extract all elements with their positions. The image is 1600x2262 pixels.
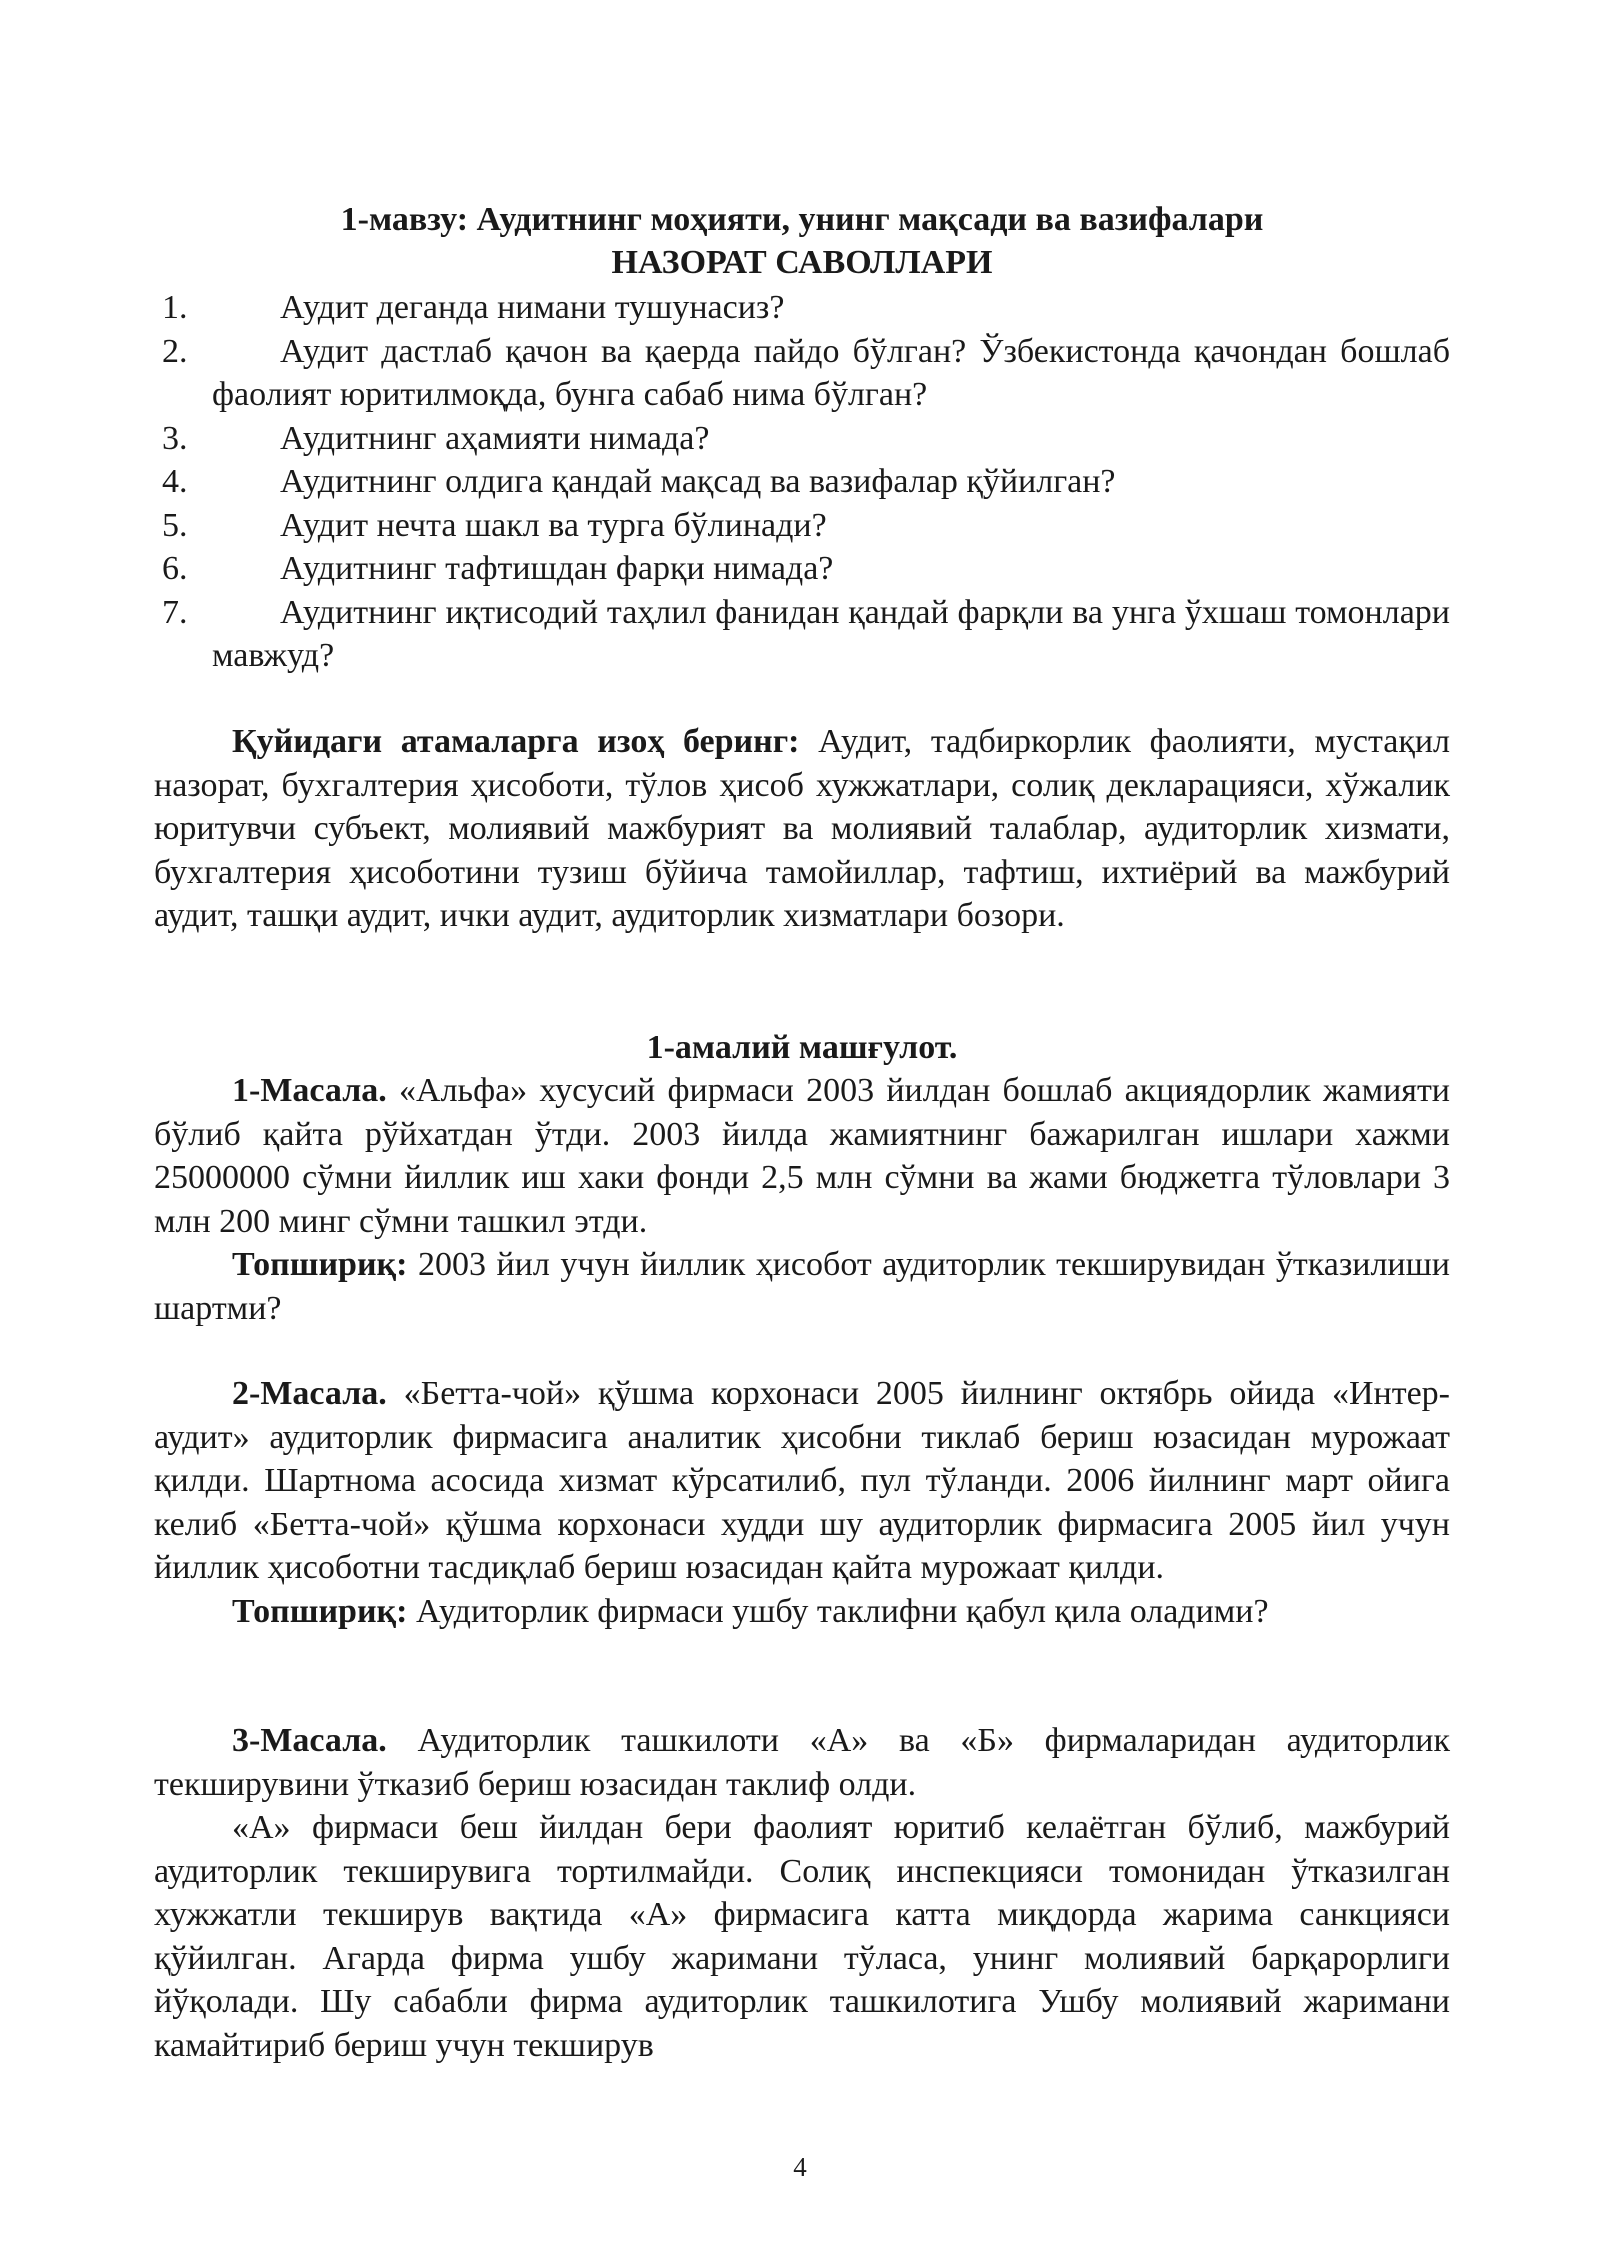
task-1: [154, 1069, 1450, 1330]
list-item: [154, 330, 1450, 417]
list-item-text: Аудит нечта шакл ва турга бўлинади?: [280, 506, 827, 544]
task-3-label: 3-Масала.: [232, 1722, 387, 1759]
task-2-assignment: [154, 1590, 1450, 1634]
list-item-number: 5.: [162, 506, 188, 544]
terms-text: Аудит, тадбиркорлик фаолияти, мустақил назорат, бухгалтерия ҳисоботи, тўлов ҳисоб хужжатлари, солиқ декларацияси, хўжалик юритувчи субъект, молиявий мажбурият ва молиявий талаблар, аудиторлик хизмати, бухгалтерия ҳисоботини тузиш бўйича тамойиллар, тафтиш, ихтиёрий ва мажбурий аудит, ташқи аудит, ички аудит, аудиторлик хизматлари бозори.: [154, 723, 1451, 934]
task-2-assignment-label: Топшириқ:: [232, 1592, 408, 1630]
list-item-number: 4.: [162, 463, 188, 500]
task-2-label: 2-Масала.: [232, 1375, 387, 1412]
task-2: [154, 1372, 1450, 1633]
questions-list: [154, 286, 1450, 678]
task-1-assignment: [154, 1243, 1450, 1330]
list-item-text: Аудитнинг тафтишдан фарқи нимада?: [280, 550, 834, 587]
task-1-text: [154, 1069, 1450, 1243]
task-1-assignment-body: 2003 йил учун йиллик ҳисобот аудиторлик текширувидан ўтказилиши шартми?: [154, 1246, 1450, 1327]
list-item: [154, 547, 1450, 591]
task-1-body: «Альфа» хусусий фирмаси 2003 йилдан бошлаб акциядорлик жамияти бўлиб қайта рўйхатдан ўтди. 2003 йилда жамиятнинг бажарилган ишлари хажми 25000000 сўмни йиллик иш хаки фонди 2,5 млн сўмни ва жами бюджетга тўловлари 3 млн 200 минг сўмни ташкил этди.: [154, 1072, 1450, 1240]
task-3-paragraph-2: «А» фирмаси беш йилдан бери фаолият юритиб келаётган бўлиб, мажбурий аудиторлик текширувига тортилмайди. Солиқ инспекцияси томонидан ўтказилган хужжатли текширув вақтида «А» фирмасига катта миқдорда жарима санкцияси қўйилган. Агарда фирма ушбу жаримани тўласа, унинг молиявий барқарорлиги йўқолади. Шу сабабли фирма аудиторлик ташкилотига Ушбу молиявий жаримани камайтириб бериш учун текширув: [154, 1809, 1450, 2064]
task-2-text: [154, 1372, 1450, 1590]
task-2-assignment-body: Аудиторлик фирмаси ушбу таклифни қабул қила оладими?: [407, 1592, 1269, 1630]
list-item-number: 3.: [162, 419, 188, 457]
list-item: [154, 286, 1450, 330]
section-title: НАЗОРАТ САВОЛЛАРИ: [611, 244, 993, 281]
list-item-number: 1.: [162, 289, 188, 326]
list-item-text: Аудитнинг иқтисодий таҳлил фанидан қандай фарқли ва унга ўхшаш томонлари мавжуд?: [212, 593, 1450, 674]
task-3: [154, 1719, 1450, 2067]
list-item-text: Аудитнинг аҳамияти нимада?: [280, 419, 710, 457]
list-item: [154, 504, 1450, 548]
list-item-text: Аудит дастлаб қачон ва қаерда пайдо бўлган? Ўзбекистонда қачондан бошлаб фаолият юритилмоқда, бунга сабаб нима бўлган?: [212, 332, 1450, 413]
list-item-number: 6.: [162, 550, 188, 587]
list-item: [154, 417, 1450, 461]
task-3-text: [154, 1719, 1450, 1806]
list-item-text: Аудитнинг олдига қандай мақсад ва вазифалар қўйилган?: [280, 463, 1116, 500]
topic-title: 1-мавзу: Аудитнинг моҳияти, унинг мақсади ва вазифалари: [340, 201, 1264, 238]
task-1-label: 1-Масала.: [232, 1072, 387, 1109]
terms-label: Қуйидаги атамаларга изоҳ беринг:: [232, 723, 800, 760]
list-item-number: 7.: [162, 593, 188, 631]
list-item-text: Аудит деганда нимани тушунасиз?: [280, 289, 785, 326]
task-1-assignment-label: Топшириқ:: [232, 1246, 408, 1283]
list-item-number: 2.: [162, 332, 188, 370]
page-number: 4: [793, 2152, 807, 2182]
task-3-body: Аудиторлик ташкилоти «А» ва «Б» фирмаларидан аудиторлик текширувини ўтказиб бериш юзасидан таклиф олди.: [154, 1722, 1450, 1803]
list-item: [154, 591, 1450, 678]
practice-title: 1-амалий машғулот.: [646, 1029, 958, 1066]
list-item: [154, 460, 1450, 504]
task-2-body: «Бетта-чой» қўшма корхонаси 2005 йилнинг октябрь ойида «Интер-аудит» аудиторлик фирмасига аналитик ҳисобни тиклаб бериш юзасидан мурожаат қилди. Шартнома асосида хизмат кўрсатилиб, пул тўланди. 2006 йилнинг март ойига келиб «Бетта-чой» қўшма корхонаси худди шу аудиторлик фирмасига 2005 йил учун йиллик ҳисоботни тасдиқлаб бериш юзасидан қайта мурожаат қилди.: [154, 1375, 1450, 1586]
terms-paragraph: [154, 720, 1450, 938]
